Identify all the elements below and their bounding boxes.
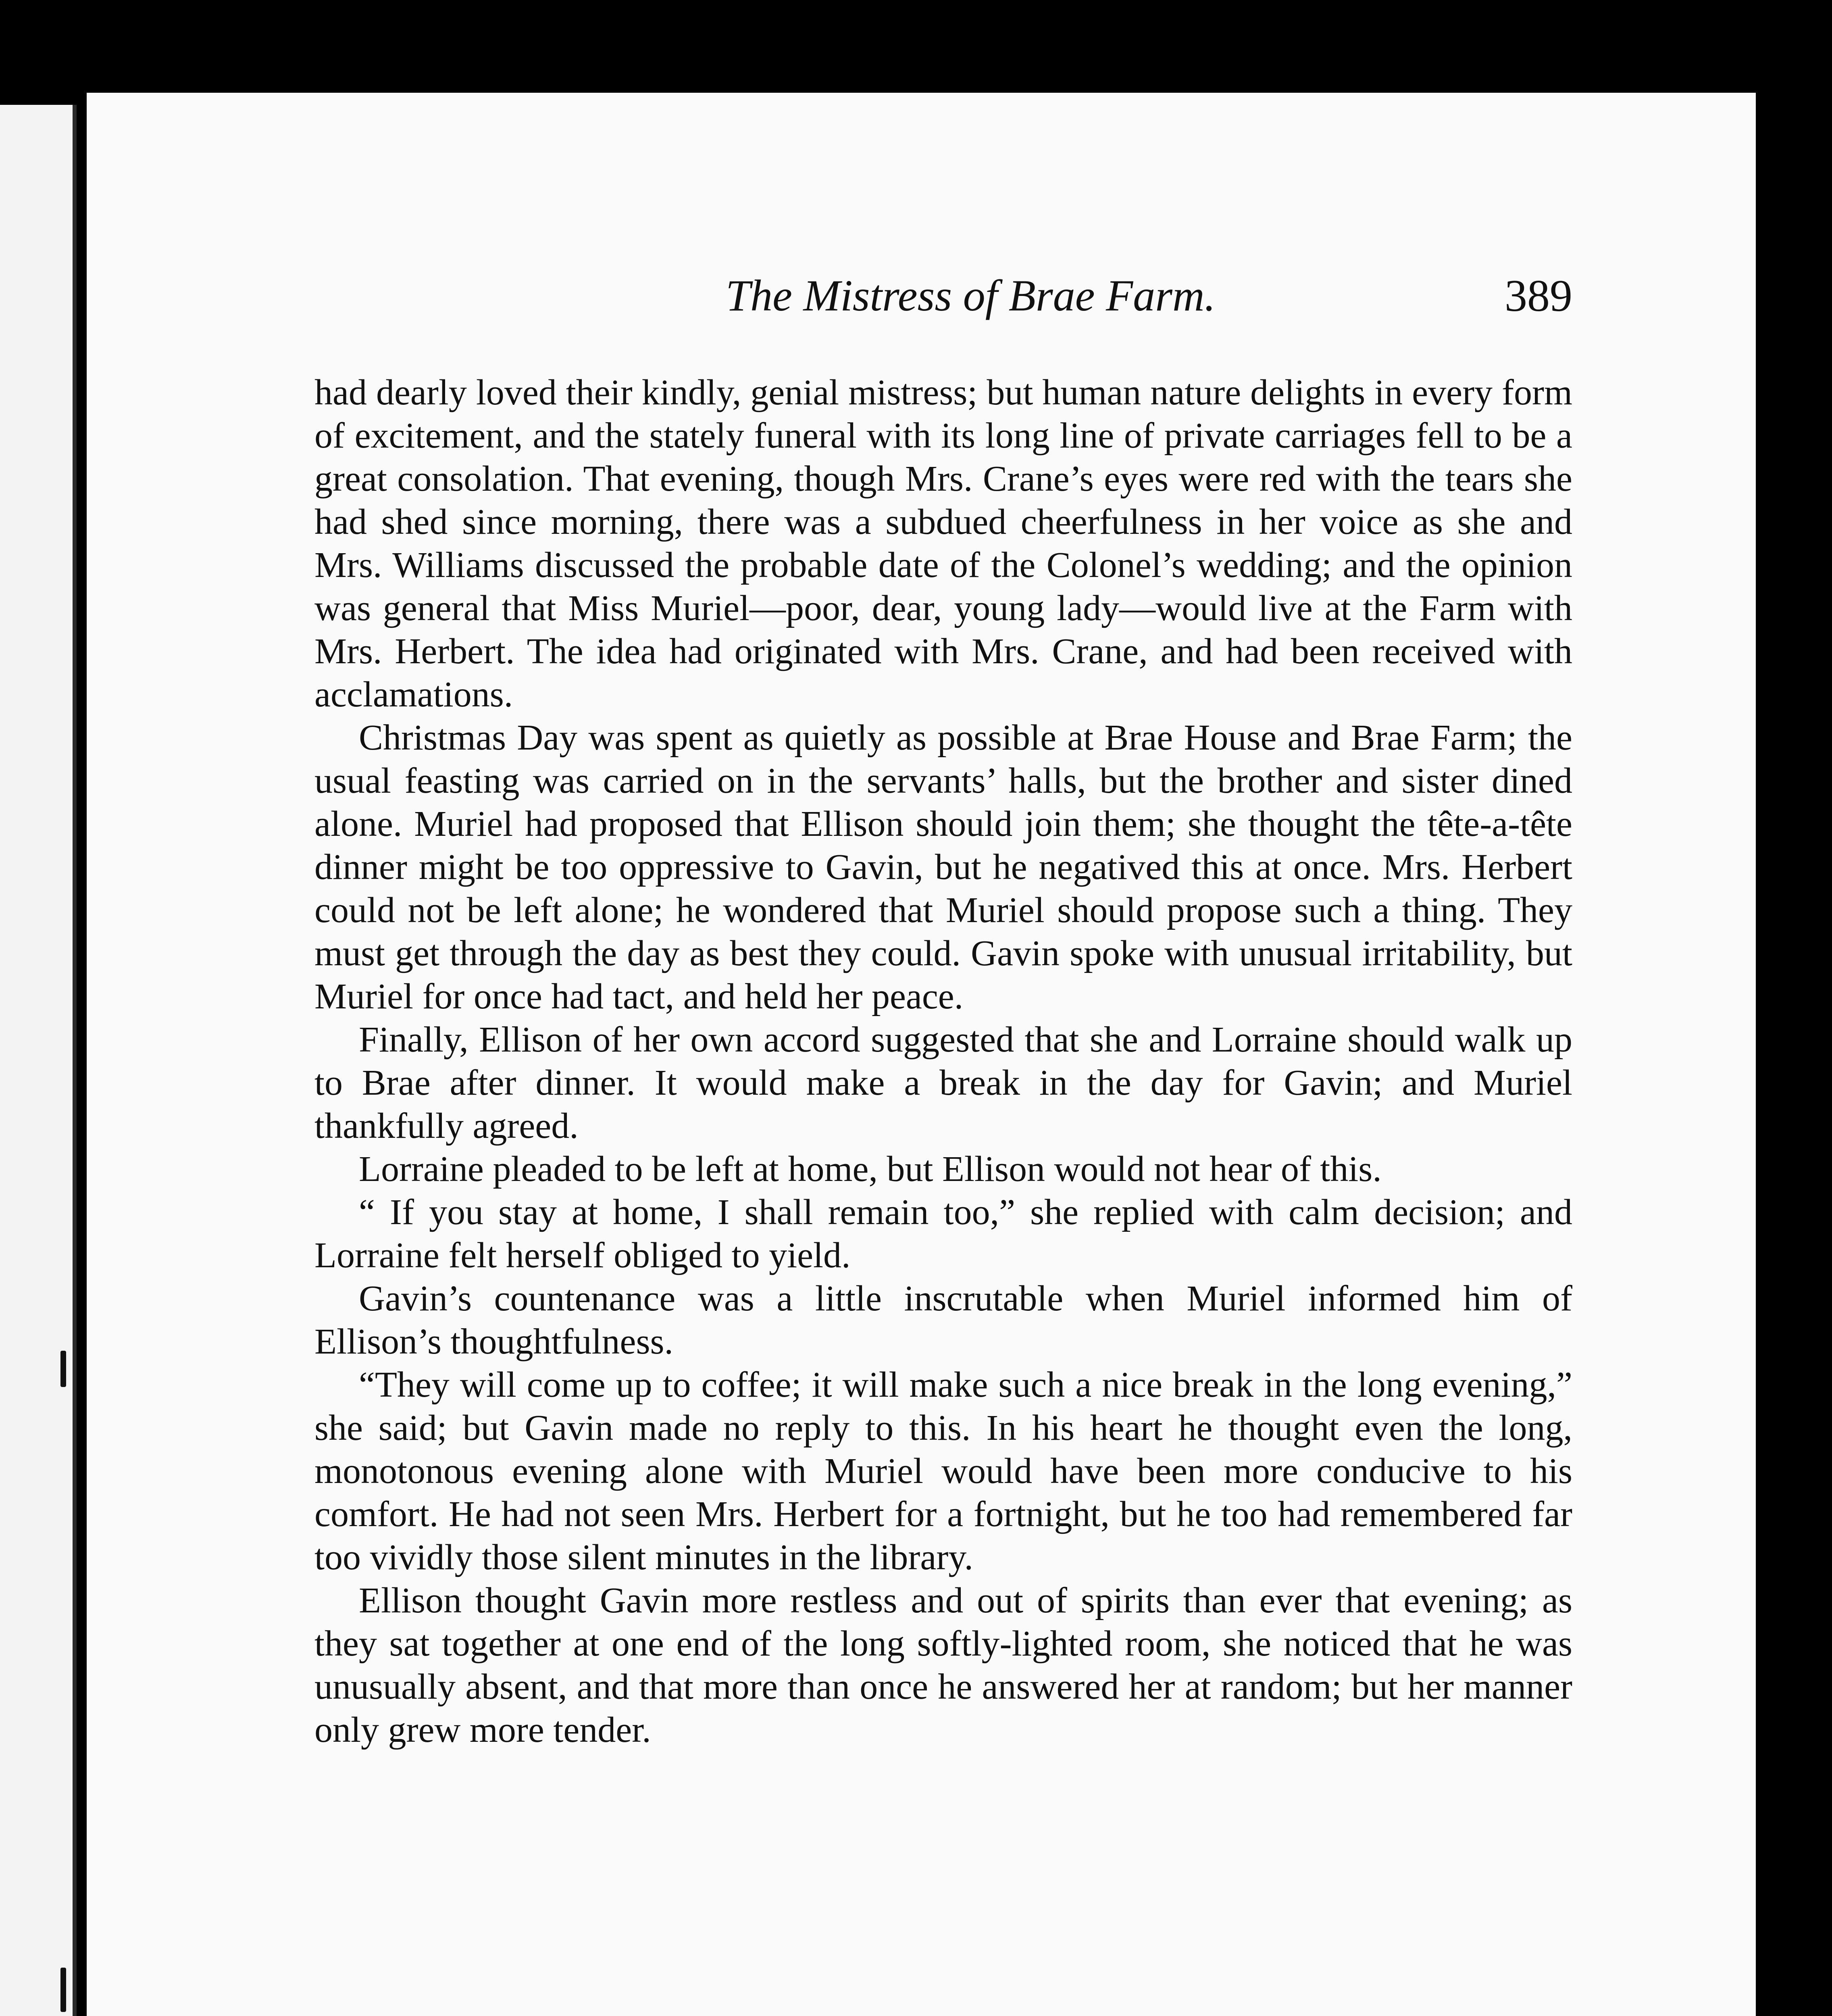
facing-page-edge — [0, 105, 77, 2016]
paragraph: Lorraine pleaded to be left at home, but Ellison would not hear of this. — [359, 1149, 1382, 1189]
book-page — [87, 93, 1756, 2016]
paragraph: Gavin’s countenance was a little inscrutable when Muriel informed him of Ellison’s thoughtfulness. — [314, 1279, 1572, 1362]
body-text — [314, 371, 1572, 1752]
margin-mark — [60, 1968, 66, 2012]
paragraph: “They will come up to coffee; it will make such a nice break in the long evening,” she said; but Gavin made no reply to this. In his heart he thought even the long, monotonous evening alone with Muriel would have been more conducive to his comfort. He had not seen Mrs. Herbert for a fortnight, but he too had remembered far too vividly those silent minutes in the library. — [314, 1365, 1572, 1577]
paragraph: Ellison thought Gavin more restless and out of spirits than ever that evening; as they sat together at one end of the long softly-lighted room, she noticed that he was unusually absent, and that more than once he answered her at random; but her manner only grew more tender. — [314, 1581, 1572, 1750]
paragraph: Finally, Ellison of her own accord suggested that she and Lorraine should walk up to Brae after dinner. It would make a break in the day for Gavin; and Muriel thankfully agreed. — [314, 1020, 1572, 1146]
running-head — [314, 270, 1572, 351]
margin-mark — [60, 1351, 66, 1387]
paragraph: had dearly loved their kindly, genial mistress; but human nature delights in every form of excitement, and the stately funeral with its long line of private carriages fell to be a great consolation. That evening, though Mrs. Crane’s eyes were red with the tears she had shed since morning, there was a subdued cheerfulness in her voice as she and Mrs. Williams discussed the probable date of the Colonel’s wedding; and the opinion was general that Miss Muriel—poor, dear, young lady—would live at the Farm with Mrs. Herbert. The idea had originated with Mrs. Crane, and had been received with acclamations. — [314, 373, 1572, 714]
paragraph: Christmas Day was spent as quietly as possible at Brae House and Brae Farm; the usual feasting was carried on in the servants’ halls, but the brother and sister dined alone. Muriel had proposed that Ellison should join them; she thought the tête-a-tête dinner might be too oppressive to Gavin, but he negatived this at once. Mrs. Herbert could not be left alone; he wondered that Muriel should propose such a thing. They must get through the day as best they could. Gavin spoke with unusual irritability, but Muriel for once had tact, and held her peace. — [314, 718, 1572, 1016]
paragraph: “ If you stay at home, I shall remain too,” she replied with calm decision; and Lorraine felt herself obliged to yield. — [314, 1192, 1572, 1275]
page-number: 389 — [1505, 271, 1572, 321]
running-title: The Mistress of Brae Farm. — [726, 271, 1216, 320]
